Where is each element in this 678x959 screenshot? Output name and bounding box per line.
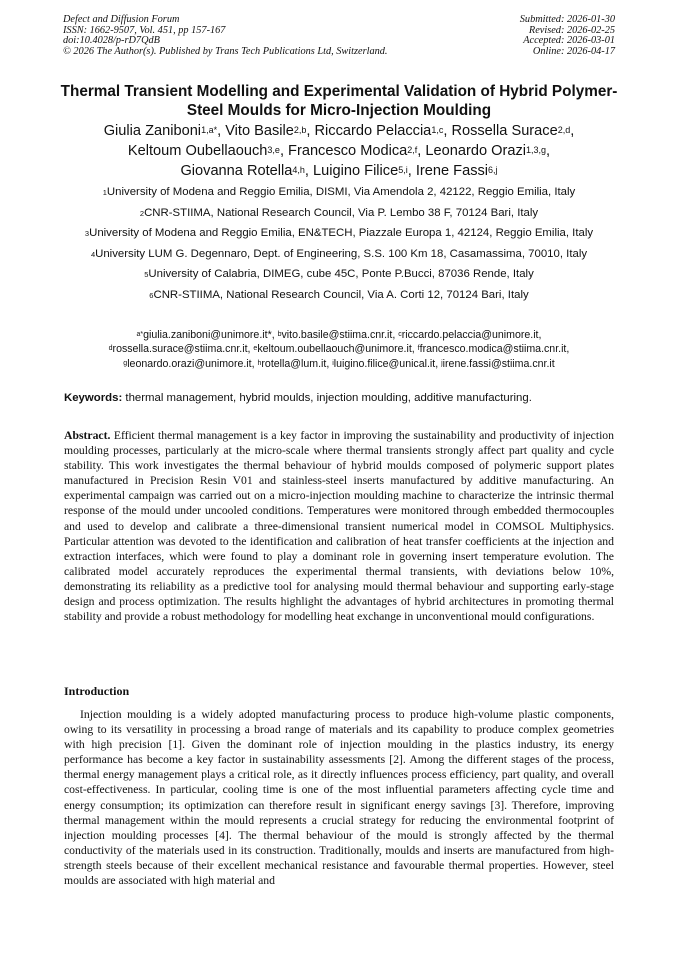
doi-line: doi:10.4028/p-rD7QdB <box>63 35 160 47</box>
author: Luigino Filice$^{5,i}$, <box>313 162 416 179</box>
copyright-line: © 2026 The Author(s). Published by Trans Tech Publications Ltd, Switzerland. <box>63 45 388 57</box>
email-list <box>60 328 618 371</box>
email[interactable]: $^i$luigino.filice@unical.it, <box>332 357 442 370</box>
author-list <box>60 122 618 181</box>
author: Leonardo Orazi$^{1,3,g}$, <box>425 142 551 159</box>
affiliation-list <box>60 185 618 308</box>
abstract <box>64 428 614 624</box>
journal-header <box>63 15 387 57</box>
email[interactable]: $^j$irene.fassi@stiima.cnr.it <box>441 357 555 370</box>
author: Giulia Zaniboni$^{1,a*}$, <box>103 123 226 139</box>
author: Irene Fassi$^{6,j}$ <box>415 162 498 179</box>
accepted-date: Accepted: 2026-03-01 <box>523 35 615 47</box>
online-date: Online: 2026-04-17 <box>532 45 615 57</box>
author: Francesco Modica$^{2,f}$, <box>288 142 426 159</box>
introduction-paragraph: Injection moulding is a widely adopted manufacturing process to produce high-volume plastic components, owing to its versatility in processing a broad range of materials and its capability to produce complex geometries with high precision [1]. Given the dominant role of injection moulding in the plastics industry, its energy performance has become a key factor in sustainability assessments [2]. Among the different stages of the process, thermal energy management plays a critical role, as it directly influences process efficiency, part quality, and overall cost-effectiveness. In particular, cooling time is one of the most influential parameters affecting cycle time and energy consumption; its optimization can therefore result in significant energy savings [3]. Therefore, improving thermal management within the mould represents a crucial strategy for reducing the environmental footprint of injection moulding processes [4]. The thermal behaviour of the mould is strongly affected by the thermal conductivity of the materials used in its construction. Traditionally, moulds and inserts are manufactured from high-strength steels because of their excellent mechanical resistance and favourable thermal properties. However, steel moulds are associated with high material and <box>64 708 614 888</box>
author: Rossella Surace$^{2,d}$, <box>451 123 575 139</box>
email[interactable]: $^h$rotella@lum.it, <box>257 357 333 370</box>
author: Riccardo Pelaccia$^{1,c}$, <box>314 123 452 139</box>
introduction-heading: Introduction <box>64 684 130 698</box>
affiliation: $^2$CNR-STIIMA, National Research Council, Via P. Lembo 38 F, 70124 Bari, Italy <box>139 206 539 219</box>
journal-name: Defect and Diffusion Forum <box>63 14 180 25</box>
affiliation: $^6$CNR-STIIMA, National Research Council, Via A. Corti 12, 70124 Bari, Italy <box>149 288 529 301</box>
keywords-label: Keywords: <box>64 392 123 404</box>
email[interactable]: $^e$keltoum.oubellaouch@unimore.it, <box>253 343 418 356</box>
abstract-label: Abstract. <box>64 429 111 442</box>
affiliation: $^5$University of Calabria, DIMEG, cube 45C, Ponte P.Bucci, 87036 Rende, Italy <box>144 268 534 280</box>
email[interactable]: $^{a*}$giulia.zaniboni@unimore.it*, <box>136 329 278 341</box>
keywords-text: thermal management, hybrid moulds, injection moulding, additive manufacturing. <box>122 392 532 404</box>
affiliation: $^1$University of Modena and Reggio Emilia, DISMI, Via Amendola 2, 42122, Reggio Emilia, Italy <box>102 186 576 198</box>
affiliation: $^3$University of Modena and Reggio Emilia, EN&TECH, Piazzale Europa 1, 42124, Reggio Emilia, Italy <box>84 227 594 239</box>
email[interactable]: $^g$leonardo.orazi@unimore.it, <box>123 357 258 370</box>
email[interactable]: $^b$vito.basile@stiima.cnr.it, <box>277 329 399 341</box>
revised-date: Revised: 2026-02-25 <box>528 24 615 36</box>
author: Giovanna Rotella$^{4,h}$, <box>180 162 314 179</box>
author: Vito Basile$^{2,b}$, <box>225 123 315 139</box>
email[interactable]: $^d$rossella.surace@stiima.cnr.it, <box>108 343 254 356</box>
email[interactable]: $^c$riccardo.pelaccia@unimore.it, <box>398 329 542 341</box>
submitted-date: Submitted: 2026-01-30 <box>519 14 615 25</box>
dates-header <box>520 15 615 57</box>
email[interactable]: $^f$francesco.modica@stiima.cnr.it, <box>417 343 570 356</box>
affiliation: $^4$University LUM G. Degennaro, Dept. of Engineering, S.S. 100 Km 18, Casamassima, 70010, Italy <box>90 247 588 260</box>
keywords <box>64 391 616 405</box>
author: Keltoum Oubellaouch$^{3,e}$, <box>127 142 289 159</box>
abstract-text: Efficient thermal management is a key factor in improving the sustainability and productivity of injection moulding processes, particularly at the micro-scale where thermal transients strongly affect part quality and cycle stability. This work investigates the thermal behaviour of hybrid moulds composed of polymeric support plates manufactured in Precision Resin V01 and stainless-steel inserts manufactured by additive manufacturing. An experimental campaign was carried out on a micro-injection moulding machine to characterize the intrinsic thermal response of the mould under uncooled conditions. Temperatures were monitored through embedded thermocouples and used to develop and calibrate a three-dimensional transient numerical model in COMSOL Multiphysics. Particular attention was devoted to the identification and calibration of heat transfer coefficients at the injection and extraction interfaces, which were found to play a dominant role in governing insert temperature evolution. The calibrated model accurately reproduces the experimental thermal transients, with deviations below 10%, demonstrating its reliability as a predictive tool for analysing mould thermal behaviour and supporting early-stage design and process optimization. The results highlight the advantages of hybrid architectures in promoting thermal stability and provide a robust methodology for modelling heat exchange in unconventional mould configurations. <box>64 429 614 624</box>
paper-title: Thermal Transient Modelling and Experimental Validation of Hybrid Polymer-Steel Moulds for Micro-Injection Moulding <box>60 83 618 119</box>
issn-line: ISSN: 1662-9507, Vol. 451, pp 157-167 <box>63 24 226 36</box>
